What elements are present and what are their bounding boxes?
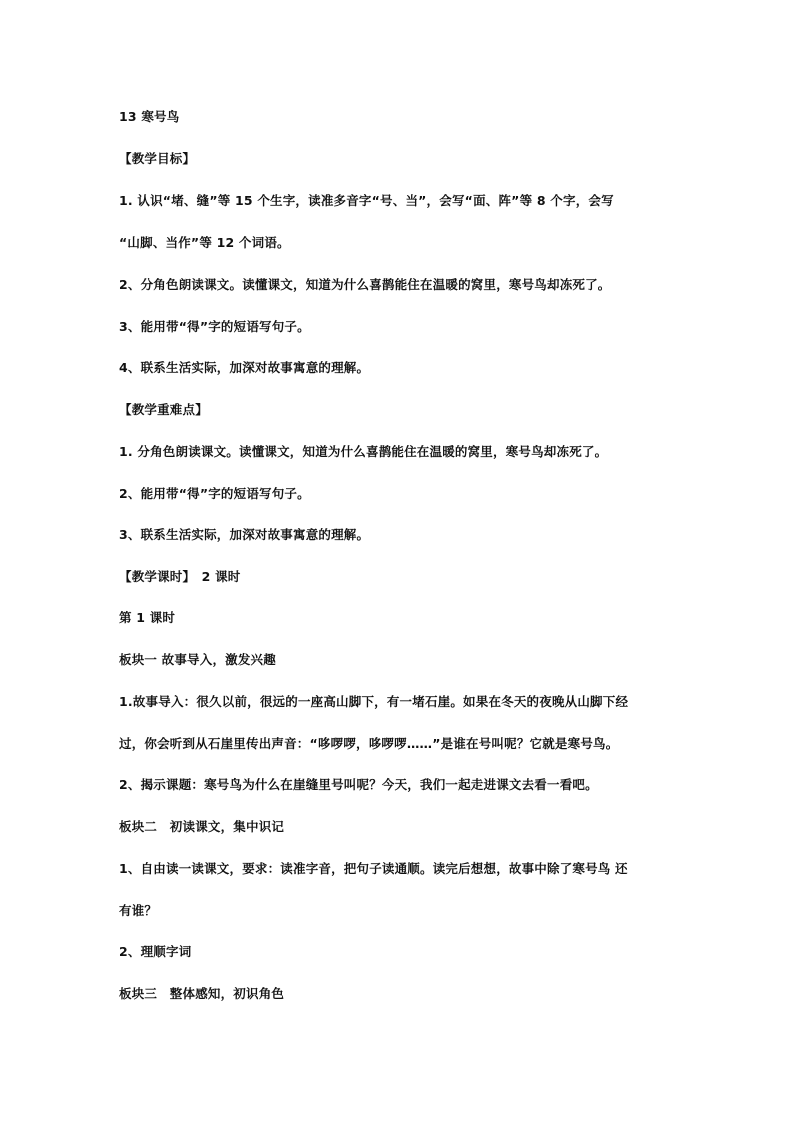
section-2-heading: 板块二 初读课文，集中识记 bbox=[119, 819, 285, 834]
goal-item-1-line-1: 1. 认识“堵、缝”等 15 个生字，读准多音字“号、当”，会写“面、阵”等 8 个字，会写 bbox=[119, 193, 614, 208]
key-point-item-2: 2、能用带“得”字的短语写句子。 bbox=[119, 486, 310, 501]
section-1-item-1-line-1: 1.故事导入：很久以前，很远的一座高山脚下，有一堵石崖。如果在冬天的夜晚从山脚下经 bbox=[119, 694, 629, 709]
goals-heading: 【教学目标】 bbox=[119, 151, 196, 166]
section-3-heading: 板块三 整体感知，初识角色 bbox=[119, 986, 285, 1001]
section-1-heading: 板块一 故事导入，激发兴趣 bbox=[119, 652, 276, 667]
lesson-title: 13 寒号鸟 bbox=[119, 109, 180, 124]
lesson-1-title: 第 1 课时 bbox=[119, 610, 176, 625]
section-2-item-1-line-2: 有谁？ bbox=[119, 903, 158, 918]
section-1-item-1-line-2: 过，你会听到从石崖里传出声音：“哆啰啰，哆啰啰……”是谁在号叫呢？它就是寒号鸟。 bbox=[119, 736, 619, 751]
goal-item-2: 2、分角色朗读课文。读懂课文，知道为什么喜鹊能住在温暖的窝里，寒号鸟却冻死了。 bbox=[119, 277, 611, 292]
goal-item-1-line-2: “山脚、当作”等 12 个词语。 bbox=[119, 235, 290, 250]
key-points-heading: 【教学重难点】 bbox=[119, 402, 208, 417]
section-2-item-1-line-1: 1、自由读一读课文，要求：读准字音，把句子读通顺。读完后想想，故事中除了寒号鸟 还 bbox=[119, 861, 628, 876]
key-point-item-3: 3、联系生活实际，加深对故事寓意的理解。 bbox=[119, 527, 370, 542]
key-point-item-1: 1. 分角色朗读课文。读懂课文，知道为什么喜鹊能住在温暖的窝里，寒号鸟却冻死了。 bbox=[119, 444, 608, 459]
section-1-item-2: 2、揭示课题：寒号鸟为什么在崖缝里号叫呢？今天，我们一起走进课文去看一看吧。 bbox=[119, 777, 598, 792]
goal-item-4: 4、联系生活实际，加深对故事寓意的理解。 bbox=[119, 360, 370, 375]
section-2-item-2: 2、理顺字词 bbox=[119, 944, 192, 959]
class-hours: 【教学课时】 2 课时 bbox=[119, 569, 241, 584]
goal-item-3: 3、能用带“得”字的短语写句子。 bbox=[119, 319, 310, 334]
